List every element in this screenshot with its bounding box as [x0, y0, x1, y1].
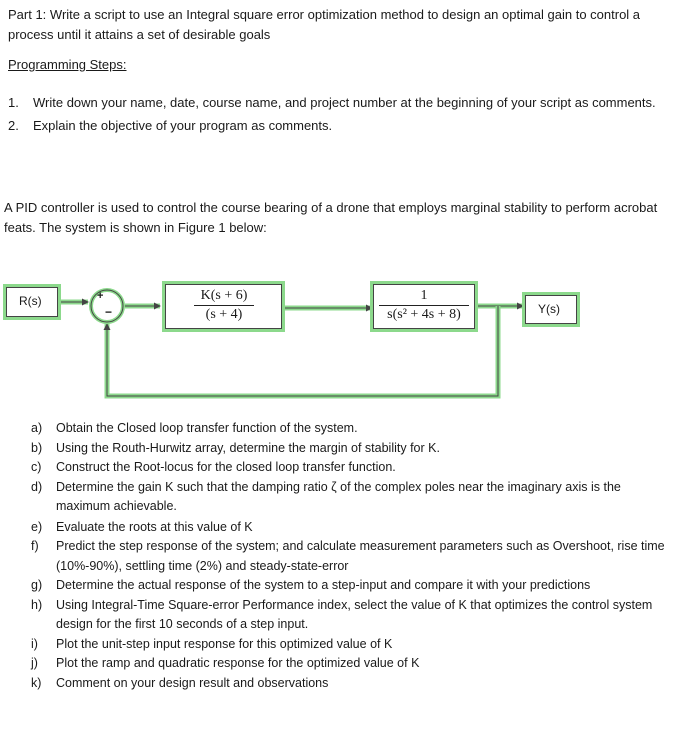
- task-item: [31, 537, 671, 576]
- task-letter: d): [31, 479, 43, 494]
- task-text: Predict the step response of the system; and calculate measurement parameters such as Overshoot, rise time (10%-90%), settling time (2%) and steady-state-error: [56, 539, 665, 573]
- controller-block: [165, 284, 282, 329]
- task-item: [31, 576, 671, 596]
- minus-sign: −: [105, 305, 113, 319]
- task-item: [31, 654, 671, 674]
- step-text: Explain the objective of your program as comments.: [33, 118, 333, 133]
- task-item: [31, 478, 671, 517]
- task-text: Construct the Root-locus for the closed loop transfer function.: [56, 460, 396, 474]
- task-item: [31, 419, 671, 439]
- task-item: [31, 458, 671, 478]
- output-box: [525, 295, 577, 324]
- task-text: Plot the unit-step input response for this optimized value of K: [56, 636, 393, 651]
- plus-sign: +: [97, 290, 104, 302]
- programming-steps-heading: Programming Steps:: [8, 57, 127, 72]
- step-text: Write down your name, date, course name, and project number at the beginning of your script as comments.: [33, 95, 656, 110]
- task-letter: j): [31, 656, 38, 670]
- task-letter: g): [31, 578, 43, 592]
- task-text: Obtain the Closed loop transfer function of the system.: [56, 421, 358, 435]
- task-text: Determine the actual response of the system to a step-input and compare it with your predictions: [56, 578, 591, 592]
- task-text: Using Integral-Time Square-error Performance index, select the value of K that optimizes the control system design for the first 10 seconds of a step input.: [56, 597, 653, 631]
- task-text: Determine the gain K such that the damping ratio ζ of the complex poles near the imaginary axis is the maximum achievable.: [56, 479, 621, 513]
- step-number: 2.: [8, 118, 19, 133]
- plant-transfer-function: [379, 288, 469, 323]
- task-letter: b): [31, 440, 43, 455]
- step-item: [8, 116, 668, 136]
- task-item: [31, 439, 671, 459]
- task-item: [31, 635, 671, 655]
- part-1-intro: Part 1: Write a script to use an Integral square error optimization method to design an optimal gain to control a process until it attains a set of desirable goals: [8, 7, 641, 42]
- task-letter: e): [31, 519, 43, 534]
- task-text: Plot the ramp and quadratic response for the optimized value of K: [56, 656, 420, 670]
- task-letter: a): [31, 421, 43, 435]
- controller-denominator: (s + 4): [205, 307, 243, 322]
- task-item: [31, 518, 671, 538]
- task-text: Comment on your design result and observations: [56, 675, 329, 690]
- task-item: [31, 596, 671, 635]
- step-item: [8, 93, 668, 113]
- input-label: R(s): [19, 294, 42, 308]
- task-letter: k): [31, 675, 42, 690]
- plant-numerator: 1: [420, 288, 428, 303]
- fraction-bar: [194, 305, 254, 306]
- input-box: [6, 287, 58, 317]
- controller-transfer-function: [194, 288, 254, 323]
- step-number: 1.: [8, 95, 19, 110]
- plant-block: [373, 284, 475, 329]
- controller-numerator: K(s + 6): [200, 288, 248, 303]
- task-text: Evaluate the roots at this value of K: [56, 519, 253, 534]
- task-letter: f): [31, 539, 39, 553]
- tasks-list: [31, 419, 671, 693]
- output-label: Y(s): [538, 302, 560, 316]
- task-item: [31, 674, 671, 694]
- task-text: Using the Routh-Hurwitz array, determine the margin of stability for K.: [56, 440, 440, 455]
- task-letter: c): [31, 460, 42, 474]
- plant-denominator: s(s² + 4s + 8): [387, 307, 461, 322]
- pid-description: A PID controller is used to control the course bearing of a drone that employs marginal stability to perform acrobat feats. The system is shown in Figure 1 below:: [4, 200, 658, 235]
- block-diagram: [0, 270, 683, 410]
- task-letter: h): [31, 597, 43, 612]
- task-letter: i): [31, 636, 38, 651]
- fraction-bar: [379, 305, 469, 306]
- programming-steps-list: [8, 93, 668, 139]
